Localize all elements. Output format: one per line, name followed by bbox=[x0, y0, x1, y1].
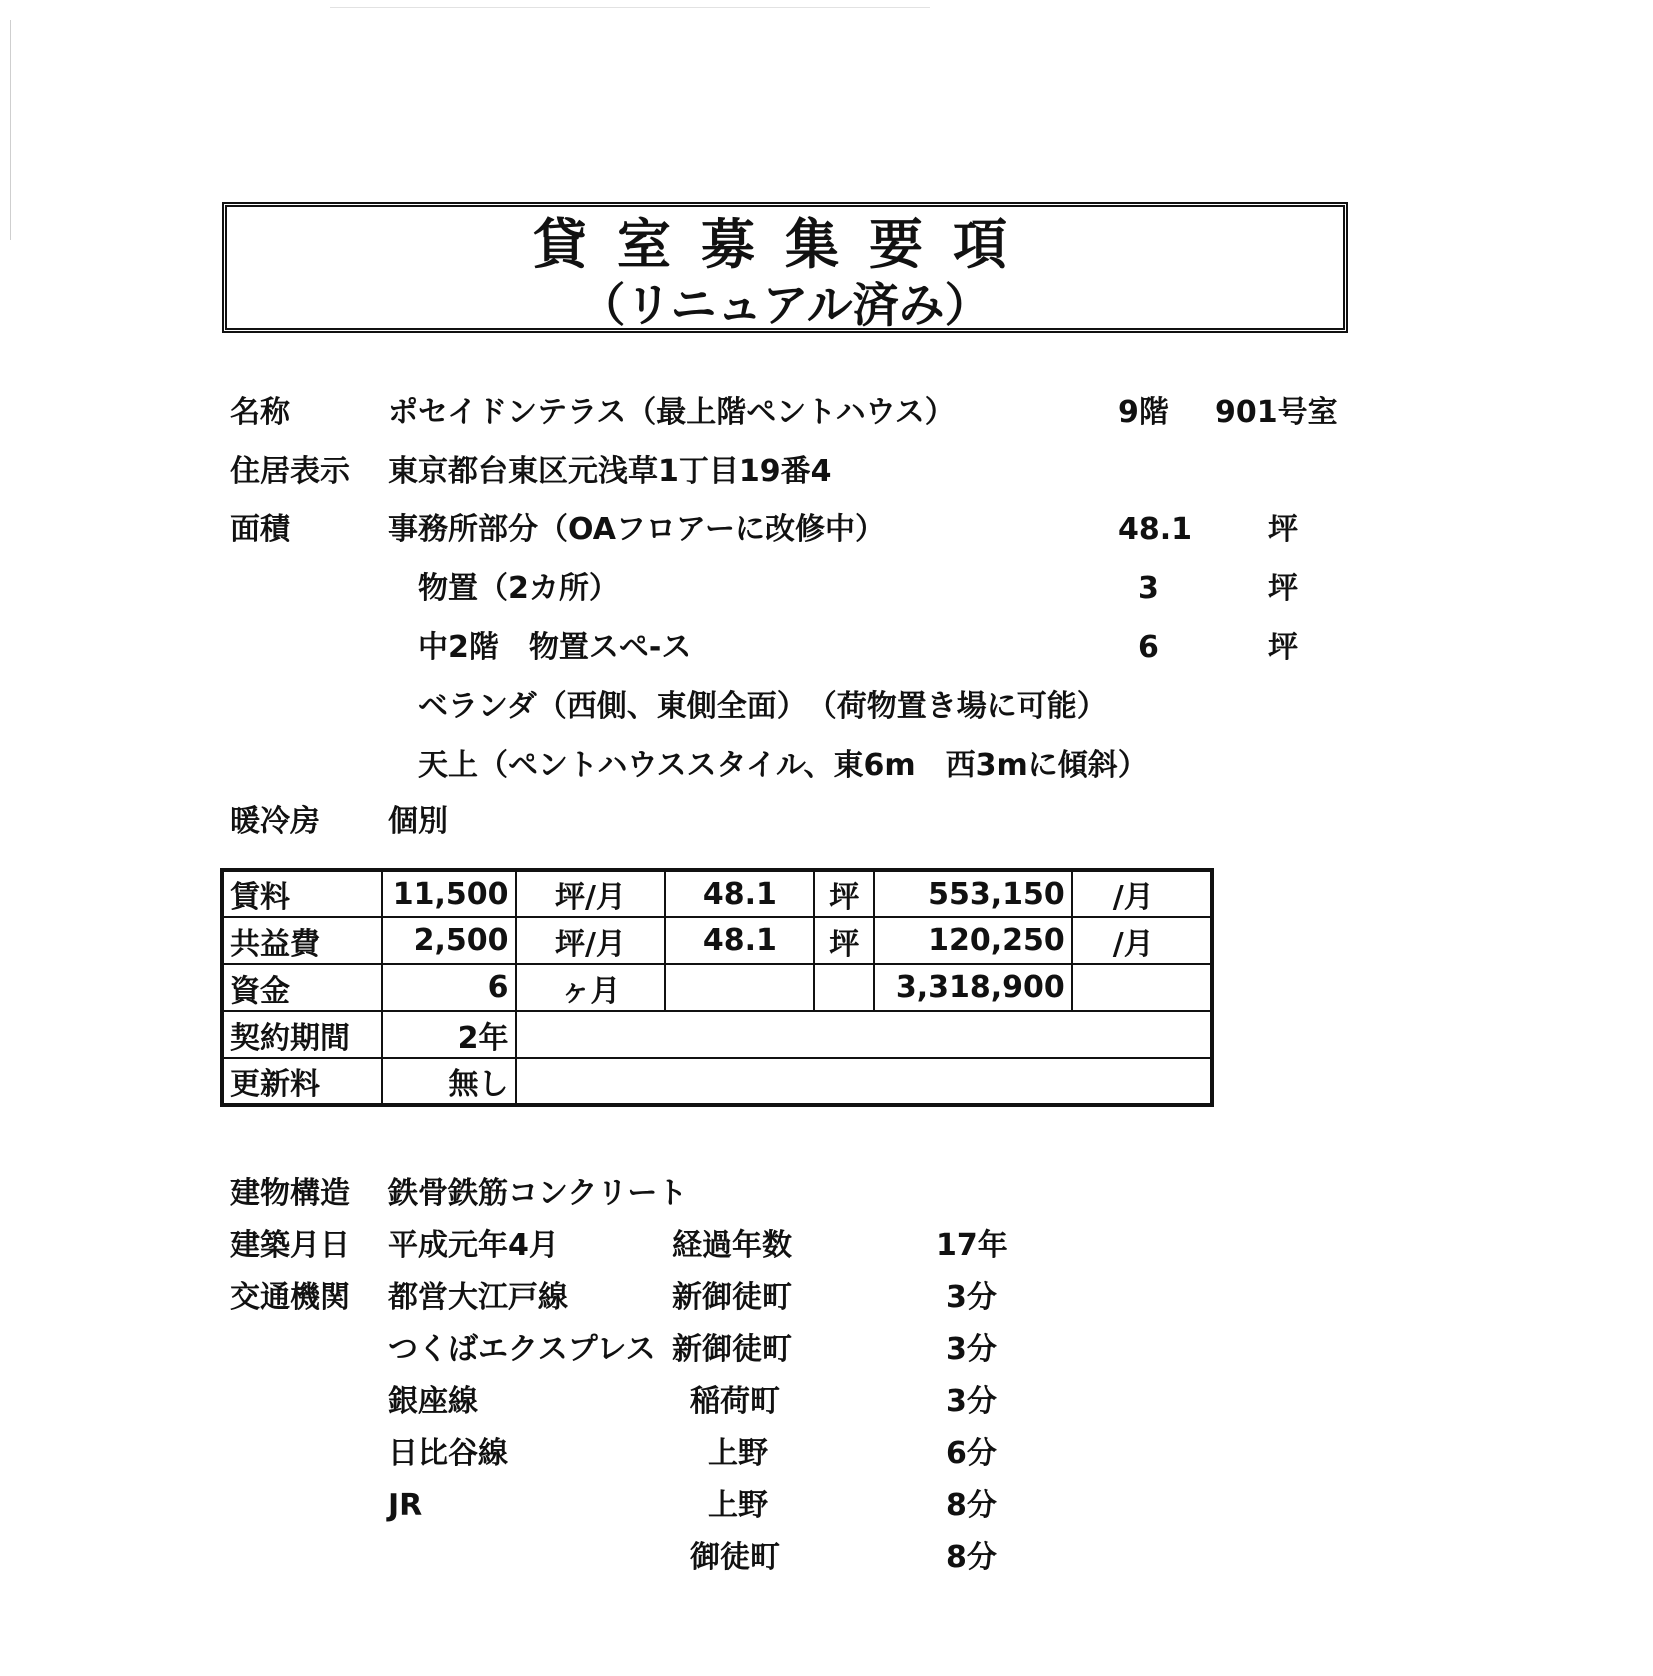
document-title: 貸室募集要項 bbox=[533, 213, 1037, 276]
transport-station: 新御徒町 bbox=[672, 1332, 792, 1367]
elapsed-label: 経過年数 bbox=[672, 1228, 792, 1263]
renewal-value: 無し bbox=[382, 1058, 516, 1105]
area-storage-value: 3 bbox=[1138, 571, 1159, 606]
elapsed-value: 17年 bbox=[936, 1228, 1008, 1263]
document-subtitle: （リニュアル済み） bbox=[579, 278, 991, 332]
common-total: 120,250 bbox=[874, 917, 1072, 964]
transport-time: 3分 bbox=[946, 1332, 997, 1367]
area-office-value: 48.1 bbox=[1118, 512, 1193, 547]
area-storage-desc: 物置（2カ所） bbox=[418, 571, 619, 606]
transport-line: つくばエクスプレス bbox=[388, 1332, 656, 1367]
term-value: 2年 bbox=[382, 1011, 516, 1058]
name-label: 名称 bbox=[230, 395, 290, 430]
fees-table bbox=[220, 868, 1214, 1107]
rent-period: /月 bbox=[1072, 870, 1212, 917]
title-box bbox=[222, 202, 1348, 333]
deposit-months: 6 bbox=[382, 964, 516, 1011]
hvac-label: 暖冷房 bbox=[230, 804, 320, 839]
table-row bbox=[222, 1011, 1212, 1058]
built-label: 建築月日 bbox=[230, 1228, 350, 1263]
area-label: 面積 bbox=[230, 512, 290, 547]
transport-line: 日比谷線 bbox=[388, 1436, 508, 1471]
scan-artifact-top bbox=[330, 7, 930, 8]
common-unit: 坪/月 bbox=[516, 917, 666, 964]
hvac-value: 個別 bbox=[388, 804, 448, 839]
deposit-empty-cell bbox=[665, 964, 814, 1011]
renewal-empty-cell bbox=[516, 1058, 1213, 1105]
rent-unit: 坪/月 bbox=[516, 870, 666, 917]
area-storage-unit: 坪 bbox=[1268, 571, 1298, 606]
term-empty-cell bbox=[516, 1011, 1213, 1058]
built-value: 平成元年4月 bbox=[388, 1228, 559, 1263]
common-label: 共益費 bbox=[222, 917, 382, 964]
transport-station: 上野 bbox=[708, 1436, 768, 1471]
deposit-label: 資金 bbox=[222, 964, 382, 1011]
table-row bbox=[222, 964, 1212, 1011]
address-label: 住居表示 bbox=[230, 454, 350, 489]
structure-value: 鉄骨鉄筋コンクリート bbox=[388, 1176, 688, 1211]
transport-time: 3分 bbox=[946, 1384, 997, 1419]
rent-price: 11,500 bbox=[382, 870, 516, 917]
area-office-unit: 坪 bbox=[1268, 512, 1298, 547]
table-row bbox=[222, 1058, 1212, 1105]
transport-line: 都営大江戸線 bbox=[388, 1280, 568, 1315]
transport-label: 交通機関 bbox=[230, 1280, 350, 1315]
transport-time: 8分 bbox=[946, 1540, 997, 1575]
rent-area-unit: 坪 bbox=[814, 870, 874, 917]
common-area: 48.1 bbox=[665, 917, 814, 964]
room-value: 901号室 bbox=[1215, 395, 1338, 430]
area-office-desc: 事務所部分（OAフロアーに改修中） bbox=[388, 512, 886, 547]
transport-time: 3分 bbox=[946, 1280, 997, 1315]
area-mezzanine-value: 6 bbox=[1138, 630, 1159, 665]
deposit-empty-cell bbox=[814, 964, 874, 1011]
renewal-label: 更新料 bbox=[222, 1058, 382, 1105]
transport-station: 稲荷町 bbox=[690, 1384, 780, 1419]
table-row bbox=[222, 870, 1212, 917]
transport-line: JR bbox=[388, 1488, 423, 1523]
area-ceiling-note: 天上（ペントハウススタイル、東6m 西3mに傾斜） bbox=[418, 748, 1148, 783]
rent-label: 賃料 bbox=[222, 870, 382, 917]
scan-artifact-left bbox=[10, 20, 11, 240]
area-veranda-note: ベランダ（西側、東側全面） （荷物置き場に可能） bbox=[418, 689, 1107, 724]
term-label: 契約期間 bbox=[222, 1011, 382, 1058]
transport-station: 新御徒町 bbox=[672, 1280, 792, 1315]
transport-time: 6分 bbox=[946, 1436, 997, 1471]
table-row bbox=[222, 917, 1212, 964]
floor-value: 9階 bbox=[1118, 395, 1169, 430]
area-mezzanine-desc: 中2階 物置スペ-ス bbox=[418, 630, 692, 665]
deposit-unit: ヶ月 bbox=[516, 964, 666, 1011]
name-value: ポセイドンテラス（最上階ペントハウス） bbox=[388, 395, 955, 430]
transport-station: 上野 bbox=[708, 1488, 768, 1523]
rent-total: 553,150 bbox=[874, 870, 1072, 917]
common-area-unit: 坪 bbox=[814, 917, 874, 964]
transport-time: 8分 bbox=[946, 1488, 997, 1523]
common-period: /月 bbox=[1072, 917, 1212, 964]
transport-station: 御徒町 bbox=[690, 1540, 780, 1575]
rent-area: 48.1 bbox=[665, 870, 814, 917]
common-price: 2,500 bbox=[382, 917, 516, 964]
structure-label: 建物構造 bbox=[230, 1176, 350, 1211]
transport-line: 銀座線 bbox=[388, 1384, 478, 1419]
deposit-empty-cell bbox=[1072, 964, 1212, 1011]
area-mezzanine-unit: 坪 bbox=[1268, 630, 1298, 665]
deposit-total: 3,318,900 bbox=[874, 964, 1072, 1011]
address-value: 東京都台東区元浅草1丁目19番4 bbox=[388, 454, 832, 489]
